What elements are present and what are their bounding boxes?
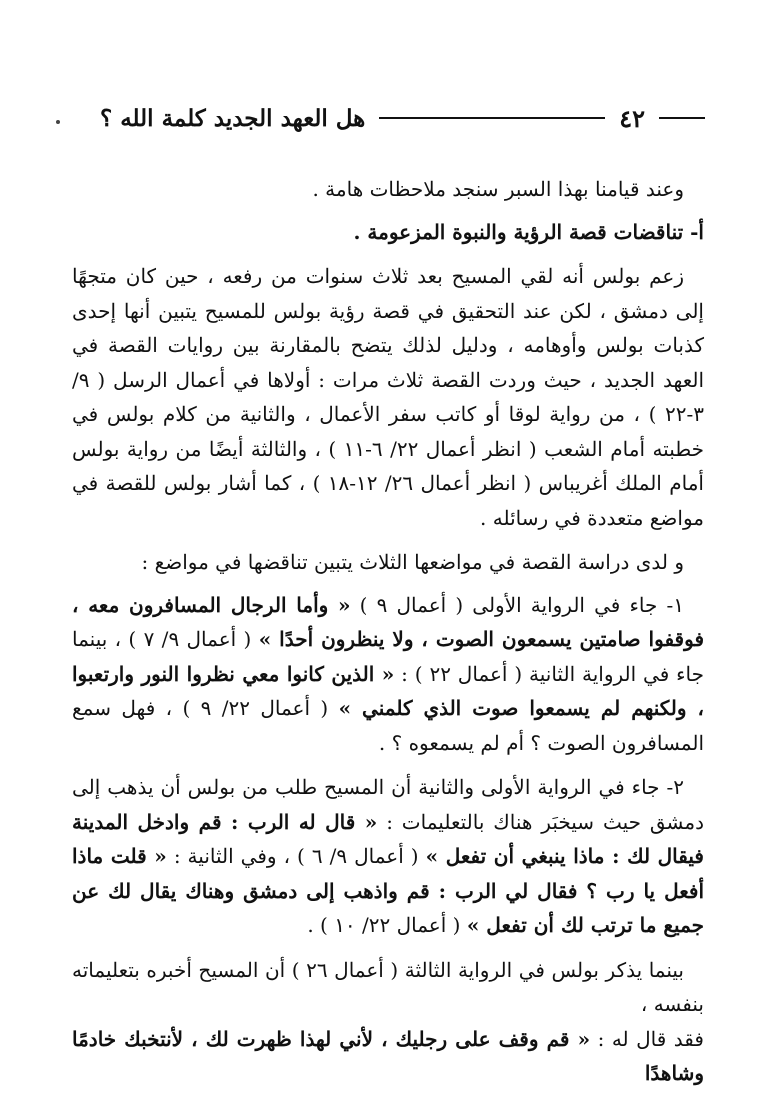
text-run: فقد قال له : xyxy=(590,1026,704,1051)
intro-paragraph: وعند قيامنا بهذا السبر سنجد ملاحظات هامة . xyxy=(312,177,684,201)
scripture-quote: « قال له الرب : قم وادخل المدينة فيقال لك : ماذا ينبغي أن تفعل » xyxy=(72,809,704,868)
body-paragraph: زعم بولس أنه لقي المسيح بعد ثلاث سنوات من رفعه ، حين كان متجهًا إلى دمشق ، لكن عند التحقيق في قصة رؤية بولس للمسيح يتبين أنها إحدى كذبات بولس وأوهامه ، ودليل لذلك يتضح بالمقارنة بين روايات القصة في العهد الجديد ، حيث وردت القصة ثلاث مرات : أولاها في أعمال الرسل ( ٩/ ٣-٢٢ ) ، من رواية لوقا أو كاتب سفر الأعمال ، والثانية من كلام بولس في خطبته أمام الشعب ( انظر أعمال ٢٢/ ٦-١١ ) ، والثالثة أيضًا من رواية بولس أمام الملك أغريباس ( انظر أعمال ٢٦/ ١٢-١٨ ) ، كما أشار بولس للقصة في مواضع متعددة في رسائله . xyxy=(72,264,705,530)
text-run: ( أعمال ٩/ ٧ ) ، بينما جاء في الرواية الثانية ( أعمال ٢٢ ) : xyxy=(72,627,705,686)
running-header xyxy=(100,100,705,136)
body-paragraph: و لدى دراسة القصة في مواضعها الثلاث يتبين تناقضها في مواضع : xyxy=(141,550,684,574)
ink-dot xyxy=(56,120,60,124)
page-body xyxy=(72,172,704,1091)
point-one-paragraph xyxy=(72,588,704,761)
text-run: ( أعمال ٢٢/ ١٠ ) . xyxy=(307,913,467,937)
point-two-paragraph xyxy=(72,770,704,943)
scripture-quote: « قلت ماذا أفعل يا رب ؟ فقال لي الرب : قم واذهب إلى دمشق وهناك يقال لك عن جميع ما ترتب لك أن تفعل » xyxy=(72,844,704,937)
text-run: بينما يذكر بولس في الرواية الثالثة ( أعمال ٢٦ ) أن المسيح أخبره بتعليماته بنفسه ، xyxy=(72,957,704,1016)
book-title: هل العهد الجديد كلمة الله ؟ xyxy=(100,104,366,132)
text-run: ( أعمال ٩/ ٦ ) ، وفي الثانية : xyxy=(166,844,426,868)
text-run: ( أعمال ٢٢/ ٩ ) ، فهل سمع المسافرون الصوت ؟ أم لم يسمعوه ؟ . xyxy=(72,696,704,755)
scripture-quote: « قم وقف على رجليك ، لأني لهذا ظهرت لك ، لأنتخبك خادمًا وشاهدًا xyxy=(72,1026,704,1085)
scripture-quote: « الذين كانوا معي نظروا النور وارتعبوا ، ولكنهم لم يسمعوا صوت الذي كلمني » xyxy=(72,661,704,720)
header-rule-short xyxy=(659,117,705,119)
text-run: ٢- جاء في الرواية الأولى والثانية أن المسيح طلب من بولس أن يذهب إلى دمشق حيث سيخبَر هناك بالتعليمات : xyxy=(72,775,704,834)
header-rule-long xyxy=(379,117,605,119)
scripture-quote: « وأما الرجال المسافرون معه ، فوقفوا صامتين يسمعون الصوت ، ولا ينظرون أحدًا » xyxy=(72,592,705,651)
text-run: ١- جاء في الرواية الأولى ( أعمال ٩ ) xyxy=(350,592,684,617)
page-number: ٤٢ xyxy=(619,103,645,133)
section-heading: أ- تناقضات قصة الرؤية والنبوة المزعومة . xyxy=(353,219,704,244)
body-paragraph xyxy=(72,953,704,1091)
